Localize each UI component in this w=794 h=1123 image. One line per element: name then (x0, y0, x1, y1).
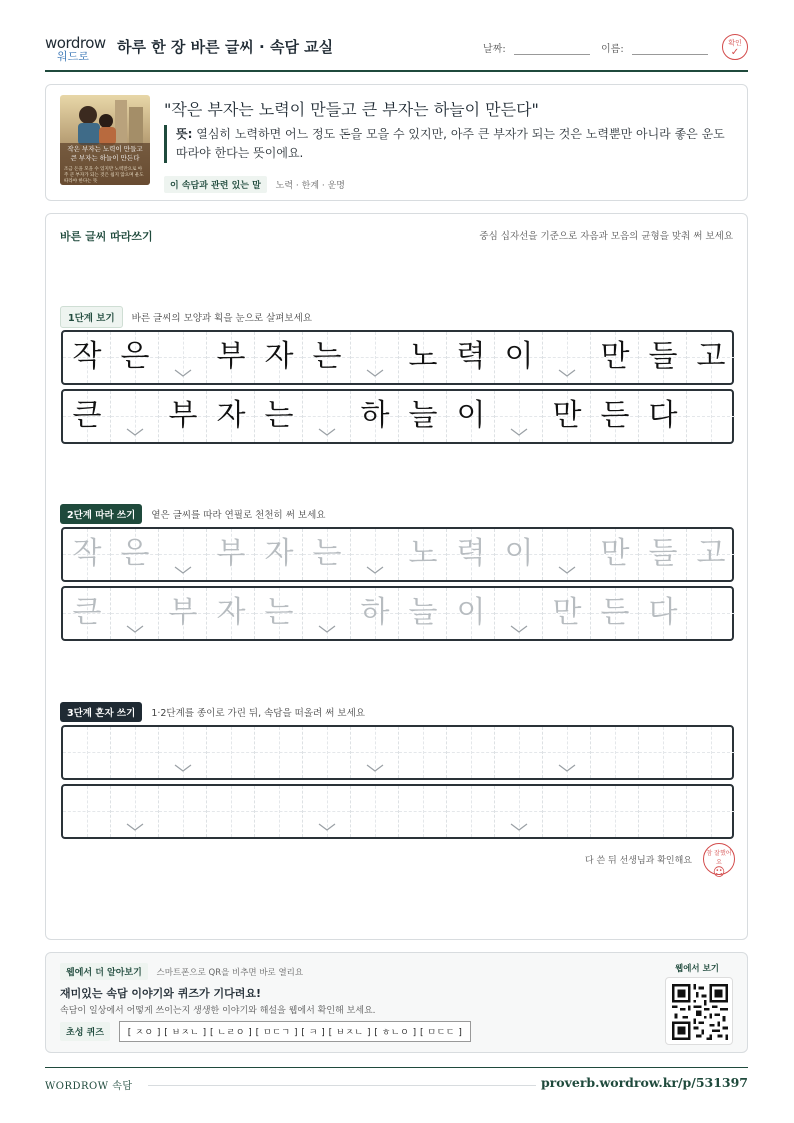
practice-char: 만 (600, 536, 630, 571)
writing-cell[interactable] (255, 588, 303, 639)
writing-cell[interactable] (591, 786, 639, 837)
step2-badge: 2단계 따라 쓰기 (60, 504, 142, 524)
writing-cell[interactable] (687, 786, 735, 837)
page-footer (45, 1067, 748, 1097)
writing-cell[interactable] (63, 727, 111, 778)
space-mark-icon (125, 624, 145, 634)
writing-cell[interactable] (543, 529, 591, 580)
writing-cell[interactable] (543, 588, 591, 639)
practice-char: 만 (552, 595, 582, 630)
writing-cell[interactable] (303, 529, 351, 580)
writing-cell[interactable] (543, 786, 591, 837)
writing-cell (687, 391, 735, 442)
logo-text: wordrow (45, 34, 106, 52)
space-mark-icon (317, 427, 337, 437)
space-mark-icon (557, 565, 577, 575)
writing-cell[interactable] (399, 588, 447, 639)
practice-char: 은 (120, 339, 150, 374)
space-mark-icon (557, 763, 577, 773)
writing-cell (495, 391, 543, 442)
practice-char: 는 (312, 536, 342, 571)
quiz-box: [ ㅈㅇ ] [ ㅂㅈㄴ ] [ ㄴㄹㅇ ] [ ㅁㄷㄱ ] [ ㅋ ] [ ㅂㅈㄴ ] [ ㅎㄴㅇ ] [ ㅁㄷㄷ ] (119, 1021, 472, 1042)
footer-brand: WORDROW 속담 (45, 1081, 133, 1092)
writing-cell (543, 332, 591, 383)
proverb-text: "작은 부자는 노력이 만들고 큰 부자는 하늘이 만든다" (164, 100, 539, 119)
practice-char: 이 (456, 595, 486, 630)
practice-char: 들 (648, 339, 678, 374)
writing-cell[interactable] (207, 529, 255, 580)
practice-char: 작 (72, 339, 102, 374)
space-mark-icon (173, 763, 193, 773)
space-mark-icon (365, 565, 385, 575)
writing-cell[interactable] (255, 529, 303, 580)
practice-char: 력 (456, 339, 486, 374)
confirm-stamp-icon: 확인 ✓ (722, 34, 748, 60)
practice-title: 바른 글씨 따라쓰기 (60, 230, 153, 243)
date-line[interactable] (514, 45, 590, 55)
practice-char: 는 (264, 595, 294, 630)
writing-cell[interactable] (255, 727, 303, 778)
practice-panel (45, 213, 748, 940)
step1-desc: 바른 글씨의 모양과 획을 눈으로 살펴보세요 (131, 313, 312, 324)
practice-char: 만 (552, 398, 582, 433)
practice-char: 자 (264, 536, 294, 571)
step2-row-2[interactable] (61, 586, 734, 641)
writing-cell[interactable] (543, 727, 591, 778)
writing-cell (159, 391, 207, 442)
writing-cell[interactable] (111, 529, 159, 580)
writing-cell (591, 332, 639, 383)
writing-cell[interactable] (351, 588, 399, 639)
space-mark-icon (509, 624, 529, 634)
writing-cell[interactable] (687, 588, 735, 639)
writing-cell (687, 332, 735, 383)
wordrow-logo (45, 34, 109, 64)
page-header (45, 30, 748, 72)
good-job-stamp-mark: ☺ (712, 865, 726, 879)
practice-char: 자 (216, 398, 246, 433)
practice-char: 만 (600, 339, 630, 374)
writing-cell (255, 332, 303, 383)
practice-char: 늘 (408, 398, 438, 433)
writing-cell[interactable] (159, 588, 207, 639)
date-field[interactable] (483, 40, 590, 55)
space-mark-icon (365, 763, 385, 773)
space-mark-icon (317, 624, 337, 634)
writing-cell[interactable] (303, 786, 351, 837)
practice-char: 작 (72, 536, 102, 571)
logo-subtext: 워드로 (57, 50, 89, 63)
web-badge: 웹에서 더 알아보기 (60, 963, 148, 980)
step1-row-2 (61, 389, 734, 444)
writing-cell[interactable] (255, 786, 303, 837)
writing-cell (303, 332, 351, 383)
practice-char: 든 (600, 398, 630, 433)
page-title: 하루 한 장 바른 글씨 · 속담 교실 (117, 38, 334, 56)
writing-cell[interactable] (63, 529, 111, 580)
writing-cell[interactable] (447, 529, 495, 580)
writing-cell (351, 332, 399, 383)
practice-char: 들 (648, 536, 678, 571)
practice-char: 이 (504, 536, 534, 571)
writing-cell[interactable] (639, 588, 687, 639)
writing-cell (495, 332, 543, 383)
writing-cell[interactable] (207, 588, 255, 639)
footer-divider (148, 1085, 536, 1086)
related-words-text: 노력 · 한계 · 운명 (275, 181, 345, 191)
writing-cell (159, 332, 207, 383)
practice-char: 은 (120, 536, 150, 571)
name-label: 이름: (601, 44, 624, 55)
space-mark-icon (125, 822, 145, 832)
writing-cell (303, 391, 351, 442)
writing-cell[interactable] (495, 727, 543, 778)
name-line[interactable] (632, 45, 708, 55)
practice-char: 큰 (72, 398, 102, 433)
writing-cell[interactable] (303, 727, 351, 778)
illustration-subcaption: 조금 돈을 모을 수 있지만 노력만으로 아주 큰 부자가 되는 것은 쉽지 않으며 운도 따라야 한다는 뜻 (64, 167, 144, 184)
space-mark-icon (509, 427, 529, 437)
step1-badge: 1단계 보기 (60, 306, 123, 328)
footer-url[interactable]: proverb.wordrow.kr/p/531397 (540, 1075, 748, 1090)
step3-badge: 3단계 혼자 쓰기 (60, 702, 142, 722)
step2-desc: 옅은 글씨를 따라 연필로 천천히 써 보세요 (151, 510, 326, 521)
writing-cell[interactable] (495, 529, 543, 580)
practice-char: 이 (504, 339, 534, 374)
writing-cell (399, 332, 447, 383)
writing-cell[interactable] (495, 588, 543, 639)
writing-cell[interactable] (639, 529, 687, 580)
practice-char: 다 (648, 595, 678, 630)
writing-cell (447, 391, 495, 442)
proverb-meaning (164, 125, 734, 163)
practice-char: 부 (168, 595, 198, 630)
web-description: 속담이 일상에서 어떻게 쓰이는지 생생한 이야기와 해설을 웹에서 확인해 보세요. (60, 1006, 376, 1016)
initial-quiz (60, 1021, 471, 1042)
writing-cell (255, 391, 303, 442)
practice-char: 하 (360, 595, 390, 630)
practice-char: 자 (216, 595, 246, 630)
related-words (164, 176, 345, 193)
practice-char: 부 (168, 398, 198, 433)
name-field[interactable] (601, 40, 708, 55)
step3-desc: 1·2단계를 종이로 가린 뒤, 속담을 떠올려 써 보세요 (151, 708, 365, 719)
space-mark-icon (173, 368, 193, 378)
web-promo-card (45, 952, 748, 1053)
writing-cell[interactable] (639, 786, 687, 837)
practice-char: 고 (696, 536, 726, 571)
writing-cell[interactable] (591, 529, 639, 580)
proverb-card (45, 84, 748, 201)
step1-header (60, 306, 312, 328)
step3-header (60, 702, 365, 722)
related-label: 이 속담과 관련 있는 말 (164, 176, 267, 193)
space-mark-icon (509, 822, 529, 832)
writing-cell[interactable] (111, 727, 159, 778)
writing-cell[interactable] (63, 786, 111, 837)
practice-char: 력 (456, 536, 486, 571)
teacher-check-note: 다 쓴 뒤 선생님과 확인해요 (584, 856, 692, 866)
writing-cell (543, 391, 591, 442)
good-job-stamp-icon (703, 843, 735, 879)
practice-char: 자 (264, 339, 294, 374)
writing-cell (399, 391, 447, 442)
writing-cell[interactable] (687, 727, 735, 778)
practice-char: 하 (360, 398, 390, 433)
writing-cell[interactable] (351, 727, 399, 778)
writing-cell[interactable] (447, 786, 495, 837)
space-mark-icon (317, 822, 337, 832)
writing-cell (207, 332, 255, 383)
writing-cell[interactable] (687, 529, 735, 580)
illustration-caption: 작은 부자는 노력이 만들고 큰 부자는 하늘이 만든다 (67, 145, 143, 162)
practice-char: 부 (216, 536, 246, 571)
space-mark-icon (173, 565, 193, 575)
writing-cell[interactable] (639, 727, 687, 778)
writing-cell[interactable] (207, 727, 255, 778)
writing-cell[interactable] (63, 588, 111, 639)
writing-cell[interactable] (399, 529, 447, 580)
practice-char: 노 (408, 339, 438, 374)
practice-hint: 중심 십자선을 기준으로 자음과 모음의 균형을 맞춰 써 보세요 (479, 231, 733, 242)
confirm-stamp-text: 확인 (728, 39, 742, 47)
writing-cell (447, 332, 495, 383)
qr-label: 웹에서 보기 (674, 964, 719, 974)
space-mark-icon (125, 427, 145, 437)
practice-char: 이 (456, 398, 486, 433)
proverb-illustration (60, 95, 150, 185)
writing-cell[interactable] (399, 727, 447, 778)
quiz-label: 초성 퀴즈 (60, 1022, 110, 1041)
writing-cell (639, 391, 687, 442)
practice-char: 고 (696, 339, 726, 374)
writing-cell (207, 391, 255, 442)
practice-char: 노 (408, 536, 438, 571)
writing-cell[interactable] (111, 588, 159, 639)
step1-row-1 (61, 330, 734, 385)
writing-cell[interactable] (303, 588, 351, 639)
writing-cell[interactable] (591, 727, 639, 778)
web-badge-row (60, 963, 303, 980)
writing-cell[interactable] (159, 727, 207, 778)
practice-char: 는 (312, 339, 342, 374)
practice-char: 다 (648, 398, 678, 433)
space-mark-icon (365, 368, 385, 378)
practice-char: 부 (216, 339, 246, 374)
writing-cell (351, 391, 399, 442)
step2-row-1[interactable] (61, 527, 734, 582)
step2-header (60, 504, 325, 524)
writing-cell[interactable] (591, 588, 639, 639)
good-job-stamp-text: 참 잘했어요 (706, 850, 732, 866)
writing-cell (639, 332, 687, 383)
writing-cell (591, 391, 639, 442)
step3-row-2[interactable] (61, 784, 734, 839)
writing-cell[interactable] (159, 786, 207, 837)
writing-cell[interactable] (495, 786, 543, 837)
practice-char: 는 (264, 398, 294, 433)
writing-cell[interactable] (351, 786, 399, 837)
meaning-text: 열심히 노력하면 어느 정도 돈을 모을 수 있지만, 아주 큰 부자가 되는 것은 노력뿐만 아니라 좋은 운도 따라야 한다는 뜻이에요. (176, 127, 725, 160)
practice-char: 큰 (72, 595, 102, 630)
web-headline: 재미있는 속담 이야기와 퀴즈가 기다려요! (60, 987, 261, 1000)
writing-cell (111, 391, 159, 442)
writing-cell[interactable] (399, 786, 447, 837)
practice-char: 늘 (408, 595, 438, 630)
writing-cell[interactable] (159, 529, 207, 580)
web-badge-desc: 스마트폰으로 QR을 비추면 바로 열리요 (156, 968, 304, 978)
qr-code-icon[interactable] (665, 977, 733, 1045)
writing-cell (63, 391, 111, 442)
practice-char: 든 (600, 595, 630, 630)
writing-cell[interactable] (207, 786, 255, 837)
writing-cell[interactable] (447, 588, 495, 639)
meaning-label: 뜻: (176, 127, 193, 141)
step3-row-1[interactable] (61, 725, 734, 780)
space-mark-icon (557, 368, 577, 378)
date-label: 날짜: (483, 44, 506, 55)
writing-cell (111, 332, 159, 383)
writing-cell[interactable] (447, 727, 495, 778)
writing-cell (63, 332, 111, 383)
writing-cell[interactable] (111, 786, 159, 837)
writing-cell[interactable] (351, 529, 399, 580)
